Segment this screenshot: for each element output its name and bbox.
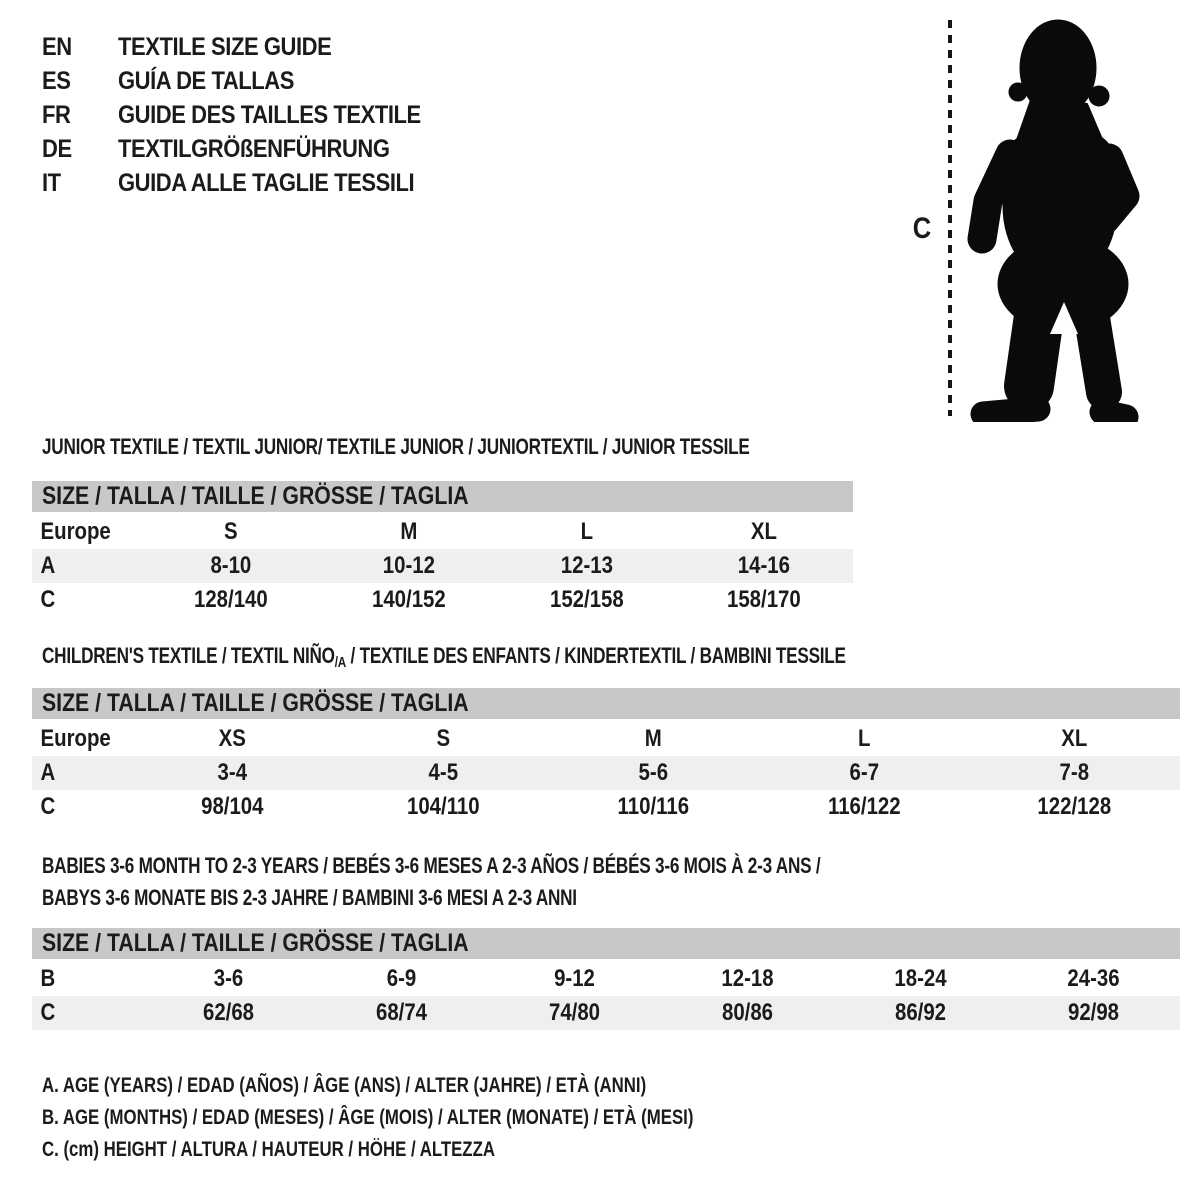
table-cell: 98/104: [201, 793, 264, 820]
table-cell: A: [40, 759, 56, 786]
table-cell: S: [436, 725, 450, 752]
table-row: [32, 722, 1180, 756]
table-row: [32, 962, 1180, 996]
language-row-fr: [42, 98, 462, 132]
table-row: [32, 583, 853, 617]
language-code: EN: [42, 32, 72, 61]
table-cell: 12-18: [721, 965, 774, 992]
table-cell: 24-36: [1067, 965, 1120, 992]
table-cell: L: [580, 518, 593, 545]
table-cell: XS: [218, 725, 246, 752]
table-cell: L: [857, 725, 871, 752]
language-row-es: [42, 64, 462, 98]
table-cell: C: [40, 999, 56, 1026]
table-cell: 86/92: [894, 999, 947, 1026]
language-code: DE: [42, 134, 72, 163]
language-row-it: [42, 166, 462, 200]
table-cell: 6-7: [849, 759, 879, 786]
table-cell: C: [40, 793, 56, 820]
size-header-bar: [32, 481, 853, 512]
language-code: FR: [42, 100, 71, 129]
children-title-prefix: CHILDREN'S TEXTILE / TEXTIL NIÑO: [42, 643, 335, 668]
table-cell: 6-9: [386, 965, 417, 992]
language-title: GUIDE DES TAILLES TEXTILE: [118, 100, 421, 129]
legend-line-b: B. AGE (MONTHS) / EDAD (MESES) / ÂGE (MOIS) / ALTER (MONATE) / ETÀ (MESI): [42, 1106, 694, 1129]
children-section-title: [42, 643, 846, 671]
table-cell: 152/158: [549, 586, 624, 613]
table-cell: 140/152: [371, 586, 446, 613]
table-row: [32, 756, 1180, 790]
table-cell: 14-16: [738, 552, 791, 579]
table-cell: 128/140: [193, 586, 268, 613]
table-cell: 7-8: [1059, 759, 1090, 786]
table-cell: 3-6: [213, 965, 244, 992]
measurement-legend: [42, 1070, 856, 1166]
table-cell: 4-5: [428, 759, 458, 786]
language-code: IT: [42, 168, 61, 197]
table-cell: 92/98: [1067, 999, 1120, 1026]
language-title: GUIDA ALLE TAGLIE TESSILI: [118, 168, 415, 197]
legend-line-c: C. (cm) HEIGHT / ALTURA / HAUTEUR / HÖHE / ALTEZZA: [42, 1138, 495, 1161]
junior-size-table: [32, 481, 853, 617]
language-row-en: [42, 30, 462, 64]
table-cell: 3-4: [217, 759, 248, 786]
table-row: [32, 515, 853, 549]
table-cell: 9-12: [554, 965, 595, 992]
table-cell: Europe: [40, 725, 111, 752]
table-cell: 8-10: [210, 552, 252, 579]
table-cell: Europe: [40, 518, 111, 545]
table-row: [32, 790, 1180, 824]
toddler-silhouette-icon: [955, 16, 1145, 422]
table-cell: 116/122: [827, 793, 901, 820]
babies-size-table: [32, 928, 1180, 1030]
children-title-subscript: /A: [334, 654, 347, 671]
table-cell: S: [224, 518, 238, 545]
table-cell: 110/116: [617, 793, 690, 820]
table-row: [32, 549, 853, 583]
table-cell: 18-24: [894, 965, 947, 992]
table-cell: 104/110: [406, 793, 480, 820]
table-cell: 10-12: [382, 552, 435, 579]
table-cell: XL: [751, 518, 778, 545]
size-header-label: SIZE / TALLA / TAILLE / GRÖSSE / TAGLIA: [42, 482, 469, 510]
children-title-suffix: / TEXTILE DES ENFANTS / KINDERTEXTIL / BAMBINI TESSILE: [346, 643, 846, 668]
table-cell: A: [40, 552, 56, 579]
table-cell: 74/80: [548, 999, 601, 1026]
language-list: [42, 30, 462, 200]
height-measure-dashed-line: [948, 20, 952, 416]
table-cell: M: [400, 518, 418, 545]
table-cell: 12-13: [560, 552, 613, 579]
language-code: ES: [42, 66, 71, 95]
size-header-bar: [32, 688, 1180, 719]
legend-line-a: A. AGE (YEARS) / EDAD (AÑOS) / ÂGE (ANS) / ALTER (JAHRE) / ETÀ (ANNI): [42, 1074, 647, 1097]
table-cell: 122/128: [1037, 793, 1112, 820]
language-title: TEXTILGRÖßENFÜHRUNG: [118, 134, 390, 163]
table-cell: B: [40, 965, 56, 992]
language-title: GUÍA DE TALLAS: [118, 66, 294, 95]
table-cell: 68/74: [375, 999, 428, 1026]
table-cell: 5-6: [638, 759, 669, 786]
size-header-label: SIZE / TALLA / TAILLE / GRÖSSE / TAGLIA: [42, 929, 469, 957]
babies-section-title-line1: BABIES 3-6 MONTH TO 2-3 YEARS / BEBÉS 3-6 MESES A 2-3 AÑOS / BÉBÉS 3-6 MOIS À 2-3 ANS /: [42, 853, 821, 878]
table-cell: 80/86: [721, 999, 774, 1026]
table-cell: XL: [1061, 725, 1088, 752]
babies-section-title-line2: BABYS 3-6 MONATE BIS 2-3 JAHRE / BAMBINI 3-6 MESI A 2-3 ANNI: [42, 885, 577, 910]
junior-section-title: JUNIOR TEXTILE / TEXTIL JUNIOR/ TEXTILE JUNIOR / JUNIORTEXTIL / JUNIOR TESSILE: [42, 434, 750, 459]
table-row: [32, 996, 1180, 1030]
table-cell: C: [40, 586, 56, 613]
table-cell: 62/68: [202, 999, 255, 1026]
children-size-table: [32, 688, 1180, 824]
size-header-bar: [32, 928, 1180, 959]
language-row-de: [42, 132, 462, 166]
size-header-label: SIZE / TALLA / TAILLE / GRÖSSE / TAGLIA: [42, 689, 469, 717]
table-cell: 158/170: [727, 586, 801, 613]
table-cell: M: [644, 725, 662, 752]
height-measure-label: C: [912, 212, 932, 245]
language-title: TEXTILE SIZE GUIDE: [118, 32, 332, 61]
